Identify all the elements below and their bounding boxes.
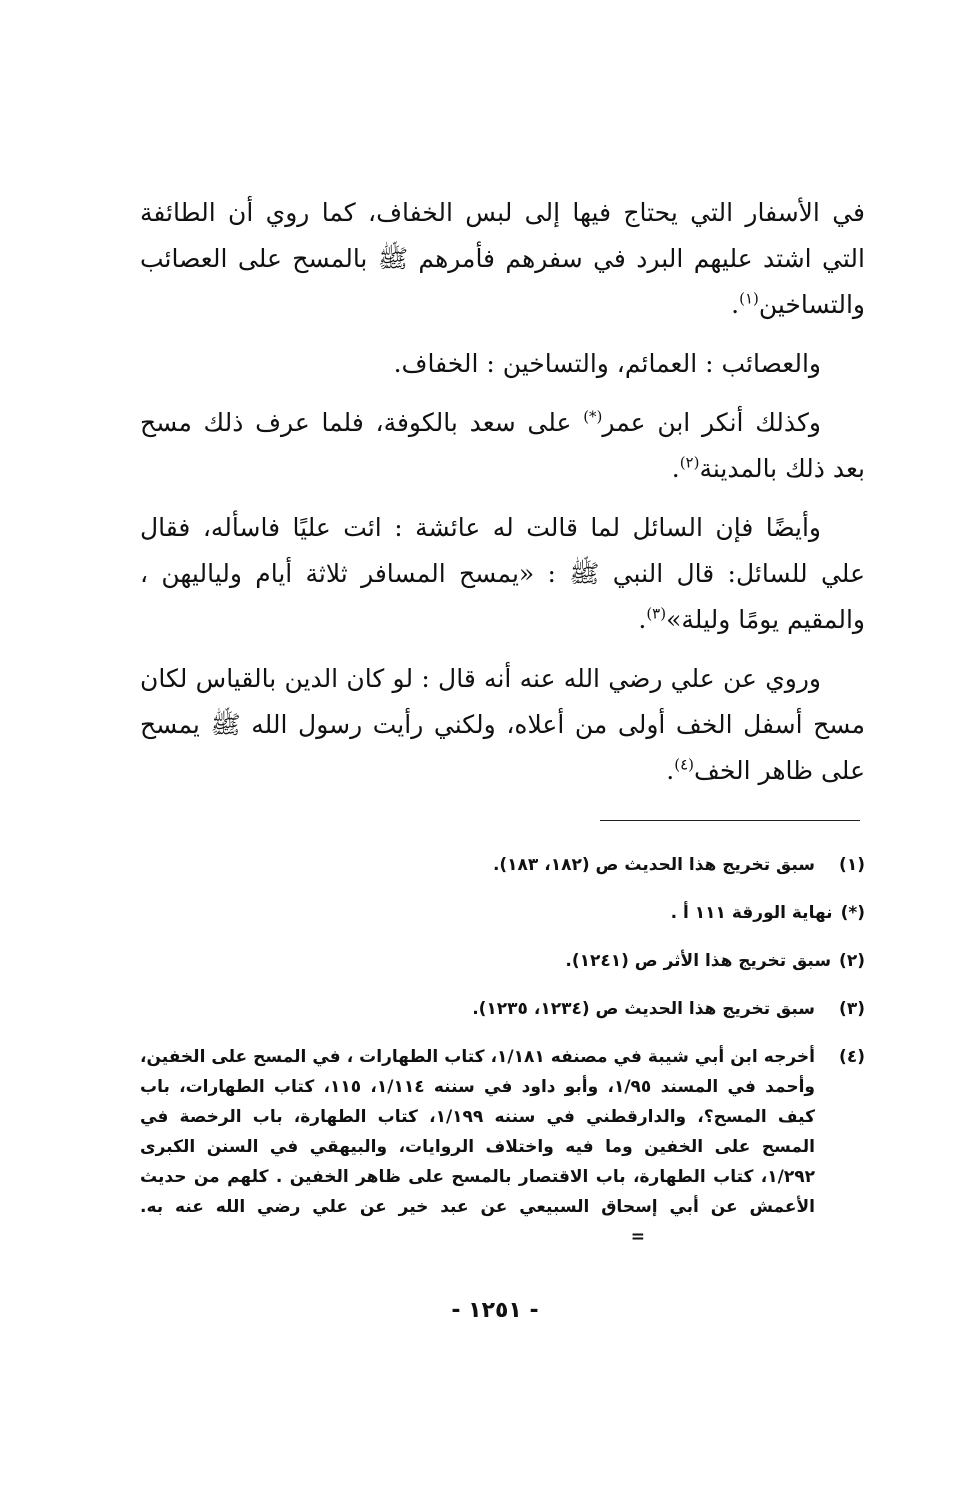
footnote-2 xyxy=(140,946,865,976)
footnote-number: (٤) xyxy=(839,1047,865,1067)
footnote-text: سبق تخريج هذا الحديث ص (١٨٢، ١٨٣). xyxy=(492,855,815,875)
footnote-4 xyxy=(140,1042,865,1252)
footnote-ref-2[interactable]: (٢) xyxy=(679,453,700,472)
paragraph-5: وروي عن علي رضي الله عنه أنه قال : لو كان الدين بالقياس لكان مسح أسفل الخف أولى من أعلاه، ولكني رأيت رسول الله ﷺ يمسح على ظاهر الخف$^{(٤)}$. xyxy=(140,664,865,785)
footnote-ref-star[interactable]: (*) xyxy=(583,407,603,426)
footnote-3 xyxy=(140,994,865,1024)
paragraph-1: في الأسفار التي يحتاج فيها إلى لبس الخفاف، كما روي أن الطائفة التي اشتد عليهم البرد في سفرهم فأمرهم ﷺ بالمسح على العصائب والتساخين$^{(١)}$. xyxy=(140,198,865,319)
footnote-star xyxy=(140,898,865,928)
footnote-number: (*) xyxy=(840,903,865,923)
page-number: - ١٢٥١ - xyxy=(451,1298,539,1323)
paragraph-2: والعصائب : العمائم، والتساخين : الخفاف. xyxy=(393,349,821,378)
footnote-text: سبق تخريج هذا الأثر ص (١٢٤١). xyxy=(565,951,832,971)
footnote-ref-4[interactable]: (٤) xyxy=(674,755,694,774)
footnotes xyxy=(140,850,865,1270)
footnote-text: نهاية الورقة ١١١ أ . xyxy=(670,903,833,923)
footnote-number: (٣) xyxy=(839,999,865,1019)
paragraph-4: وأيضًا فإن السائل لما قالت له عائشة : ائت عليًا فاسأله، فقال علي للسائل: قال النبي ﷺ : «يمسح المسافر ثلاثة أيام ولياليهن ، والمقيم يومًا وليلة»$^{(٣)}$. xyxy=(140,513,865,634)
footnote-text: سبق تخريج هذا الحديث ص (١٢٣٤، ١٢٣٥). xyxy=(472,999,815,1019)
paragraph-3: وكذلك أنكر ابن عمر(*) على سعد بالكوفة، فلما عرف ذلك مسح بعد ذلك بالمدينة$^{(٢)}$. xyxy=(140,407,865,483)
main-text xyxy=(140,190,865,807)
footnote-separator xyxy=(600,820,860,821)
continuation-mark: = xyxy=(630,1227,645,1247)
footnote-text: أخرجه ابن أبي شيبة في مصنفه ١/١٨١، كتاب الطهارات ، في المسح على الخفين، وأحمد في المسند ١/٩٥، وأبو داود في سننه ١/١١٤، ١١٥، كتاب الطهارات، باب كيف المسح؟، والدارقطني في سننه ١/١٩٩، كتاب الطهارة، باب الرخصة في المسح على الخفين وما فيه واختلاف الروايات، والبيهقي في السنن الكبرى ١/٢٩٢، كتاب الطهارة، باب الاقتصار بالمسح على ظاهر الخفين . كلهم من حديث الأعمش عن أبي إسحاق السبيعي عن عبد خير عن علي رضي الله عنه به. xyxy=(140,1047,816,1217)
footnote-ref-1[interactable]: (١) xyxy=(739,289,759,308)
footnote-1 xyxy=(140,850,865,880)
footnote-number: (١) xyxy=(839,855,865,875)
footnote-ref-3[interactable]: (٣) xyxy=(646,604,667,623)
footnote-number: (٢) xyxy=(839,951,865,971)
